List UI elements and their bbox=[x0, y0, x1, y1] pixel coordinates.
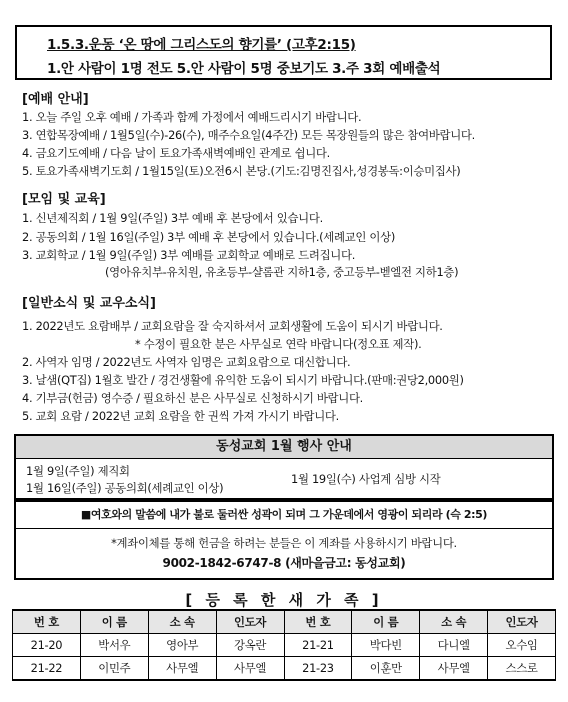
meeting-item-note: (영아유치부-유치원, 유초등부-샬롬관 지하1층, 중고등부-벧엘전 지하1층) bbox=[105, 265, 459, 279]
news-item: 2. 사역자 임명 / 2022년도 사역자 임명은 교회요람으로 대신합니다. bbox=[22, 355, 351, 369]
table-cell: 이훈만 bbox=[352, 657, 420, 681]
table-cell: 사무엘 bbox=[420, 657, 488, 681]
column-header: 소 속 bbox=[420, 610, 488, 634]
column-header: 인도자 bbox=[216, 610, 284, 634]
events-box bbox=[14, 434, 554, 500]
table-cell: 강옥란 bbox=[216, 634, 284, 657]
table-row bbox=[13, 634, 556, 657]
table-cell: 21-22 bbox=[13, 657, 81, 681]
motto-line-1: 1.5.3.운동 ‘온 땅에 그리스도의 향기를’ (고후2:15) bbox=[47, 37, 356, 53]
column-header: 소 속 bbox=[148, 610, 216, 634]
table-cell: 사무엘 bbox=[148, 657, 216, 681]
table-cell: 스스로 bbox=[488, 657, 556, 681]
verse-box bbox=[14, 500, 554, 580]
worship-item: 5. 토요가족새벽기도회 / 1월15일(토)오전6시 본당.(기도:김명진집사,성경봉독:이승미집사) bbox=[22, 164, 461, 178]
table-cell: 영아부 bbox=[148, 634, 216, 657]
worship-item: 4. 금요기도예배 / 다음 날이 토요가족새벽예배인 관계로 쉽니다. bbox=[22, 146, 330, 160]
motto-line-2: 1.안 사람이 1명 전도 5.안 사람이 5명 중보기도 3.주 3회 예배출석 bbox=[47, 61, 441, 77]
column-header: 번 호 bbox=[13, 610, 81, 634]
meeting-item: 3. 교회학교 / 1월 9일(주일) 3부 예배를 교회학교 예배로 드려집니다. bbox=[22, 248, 356, 262]
column-header: 이 름 bbox=[80, 610, 148, 634]
event-item: 1월 19일(수) 사업계 심방 시작 bbox=[291, 472, 441, 486]
column-header: 인도자 bbox=[488, 610, 556, 634]
events-title: 동성교회 1월 행사 안내 bbox=[16, 436, 552, 459]
table-row bbox=[13, 657, 556, 681]
news-item: 1. 2022년도 요람배부 / 교회요람을 잘 숙지하셔서 교회생활에 도움이 되시기 바랍니다. bbox=[22, 319, 443, 333]
news-section-title: [일반소식 및 교우소식] bbox=[22, 296, 156, 311]
meeting-item: 2. 공동의회 / 1월 16일(주일) 3부 예배 후 본당에서 있습니다.(세례교인 이상) bbox=[22, 230, 395, 244]
table-cell: 21-23 bbox=[284, 657, 352, 681]
bible-verse: ■여호와의 말씀에 내가 불로 둘러싼 성곽이 되며 그 가운데에서 영광이 되리라 (슥 2:5) bbox=[16, 502, 552, 529]
account-note: *계좌이체를 통해 헌금을 하려는 분들은 이 계좌를 사용하시기 바랍니다. bbox=[111, 536, 457, 550]
table-header-row bbox=[13, 610, 556, 634]
news-item-note: * 수정이 필요한 분은 사무실로 연락 바랍니다(정오표 제작). bbox=[135, 337, 422, 351]
news-item: 3. 날샘(QT집) 1월호 발간 / 경건생활에 유익한 도움이 되시기 바랍니다.(판매:권당2,000원) bbox=[22, 373, 464, 387]
worship-item: 1. 오늘 주일 오후 예배 / 가족과 함께 가정에서 예배드리시기 바랍니다. bbox=[22, 110, 362, 124]
event-item: 1월 16일(주일) 공동의회(세례교인 이상) bbox=[26, 481, 224, 495]
table-cell: 21-21 bbox=[284, 634, 352, 657]
worship-section-title: [예배 안내] bbox=[22, 92, 89, 107]
column-header: 이 름 bbox=[352, 610, 420, 634]
table-cell: 박서우 bbox=[80, 634, 148, 657]
meeting-section-title: [모임 및 교육] bbox=[22, 192, 106, 207]
table-cell: 다니엘 bbox=[420, 634, 488, 657]
table-cell: 이민주 bbox=[80, 657, 148, 681]
worship-item: 3. 연합목장예배 / 1월5일(수)-26(수), 매주수요일(4주간) 모든 목장원들의 많은 참여바랍니다. bbox=[22, 128, 475, 142]
meeting-item: 1. 신년제직회 / 1월 9일(주일) 3부 예배 후 본당에서 있습니다. bbox=[22, 211, 323, 225]
event-item: 1월 9일(주일) 제직회 bbox=[26, 464, 130, 478]
news-item: 5. 교회 요람 / 2022년 교회 요람을 한 권씩 가져 가시기 바랍니다. bbox=[22, 409, 339, 423]
table-cell: 박다빈 bbox=[352, 634, 420, 657]
table-cell: 사무엘 bbox=[216, 657, 284, 681]
column-header: 번 호 bbox=[284, 610, 352, 634]
registration-table bbox=[12, 609, 556, 681]
table-cell: 오수임 bbox=[488, 634, 556, 657]
table-cell: 21-20 bbox=[13, 634, 81, 657]
account-number: 9002-1842-6747-8 (새마을금고: 동성교회) bbox=[162, 556, 406, 570]
registration-title: [ 등 록 한 새 가 족 ] bbox=[185, 591, 383, 609]
news-item: 4. 기부금(헌금) 영수증 / 필요하신 분은 사무실로 신청하시기 바랍니다. bbox=[22, 391, 363, 405]
motto-box bbox=[15, 25, 552, 80]
